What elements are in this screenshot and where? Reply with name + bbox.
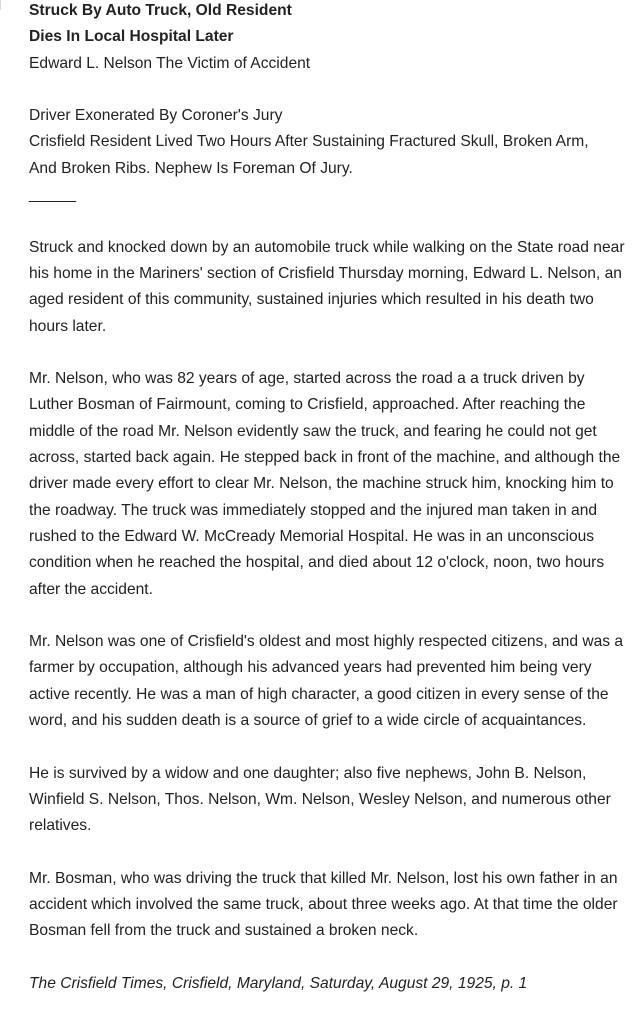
subhead-line-2: Crisfield Resident Lived Two Hours After Sustaining Fractured Skull, Broken Arm, (29, 133, 589, 151)
paragraph-5: Mr. Bosman, who was driving the truck that killed Mr. Nelson, lost his own father in an accident which involved the same truck, about three weeks ago. At that time the older Bosman fell from the truck and sustained a broken neck. (29, 869, 618, 940)
paragraph-4: He is survived by a widow and one daughter; also five nephews, John B. Nelson, Winfield S. Nelson, Thos. Nelson, Wm. Nelson, Wesley Nelson, and numerous other relatives. (29, 764, 611, 835)
left-border-line (0, 0, 1, 10)
subhead-line-3: And Broken Ribs. Nephew Is Foreman Of Jury. (29, 159, 353, 177)
spacer (29, 208, 629, 234)
spacer (29, 77, 629, 103)
separator-rule: ______ (29, 186, 76, 204)
headline-line-2: Dies In Local Hospital Later (29, 28, 234, 46)
headline-deck: Edward L. Nelson The Victim of Accident (29, 54, 311, 72)
article (29, 0, 629, 997)
headline-line-1: Struck By Auto Truck, Old Resident (29, 2, 292, 19)
subhead-line-1: Driver Exonerated By Coroner's Jury (29, 107, 283, 125)
paragraph-2: Mr. Nelson, who was 82 years of age, started across the road a a truck driven by Luther Bosman of Fairmount, coming to Crisfield, approached. After reaching the middle of the road Mr. Nelson evidently saw the truck, and fearing he could not get across, started back again. He stepped back in front of the machine, and although the driver made every effort to clear Mr. Nelson, the machine struck him, knocking him to the roadway. The truck was immediately stopped and the injured man taken in and rushed to the Edward W. McCready Memorial Hospital. He was in an unconscious condition when he reached the hospital, and died about 12 o'clock, noon, two hours after the accident. (29, 370, 621, 598)
source-citation: The Crisfield Times, Crisfield, Maryland, Saturday, August 29, 1925, p. 1 (29, 974, 528, 992)
paragraph-3: Mr. Nelson was one of Crisfield's oldest and most highly respected citizens, and was a farmer by occupation, although his advanced years had prevented him being very active recently. He was a man of high character, a good citizen in every sense of the word, and his sudden death is a source of grief to a wide circle of acquaintances. (29, 633, 624, 730)
paragraph-1: Struck and knocked down by an automobile truck while walking on the State road near his home in the Mariners' section of Crisfield Thursday morning, Edward L. Nelson, an aged resident of this community, sustained injuries which resulted in his death two hours later. (29, 238, 625, 335)
